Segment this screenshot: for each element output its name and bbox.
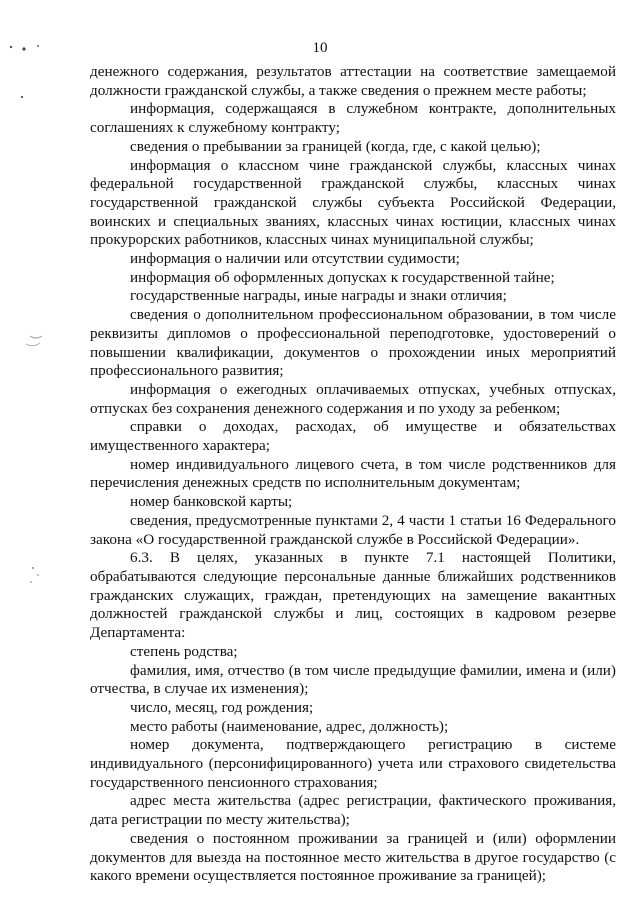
paragraph: степень родства;	[130, 642, 238, 660]
paragraph: сведения о пребывании за границей (когда, где, с какой целью);	[130, 137, 541, 155]
paragraph: фамилия, имя, отчество (в том числе предыдущие фамилии, имена и (или) отчества, в случае их изменения);	[90, 661, 616, 698]
scan-artifacts	[0, 0, 90, 905]
paragraph: информация об оформленных допусках к государственной тайне;	[130, 268, 555, 286]
document-body	[90, 63, 616, 886]
paragraph: номер индивидуального лицевого счета, в том числе родственников для перечисления денежных средств по исполнительным документам;	[90, 455, 616, 492]
paragraph: место работы (наименование, адрес, должность);	[130, 717, 449, 735]
paragraph: номер документа, подтверждающего регистрацию в системе индивидуального (персонифицированного) учета или страхового свидетельства государственного пенсионного страхования;	[90, 736, 616, 791]
paragraph: сведения, предусмотренные пунктами 2, 4 части 1 статьи 16 Федерального закона «О государственной гражданской службе в Российской Федерации».	[90, 511, 616, 548]
paragraph: денежного содержания, результатов аттестации на соответствие замещаемой должности гражданской службы, а также сведения о прежнем месте работы;	[90, 63, 616, 99]
paragraph: справки о доходах, расходах, об имуществе и обязательствах имущественного характера;	[90, 418, 616, 455]
paragraph: информация о классном чине гражданской службы, классных чинах федеральной государственной гражданской службы, классных чинах государственной гражданской службы субъекта Российской Федерации, воинских и специальных званиях, классных чинах юстиции, классных чинах прокурорских работников, классных чинах муниципальной службы;	[90, 156, 616, 249]
section-paragraph: 6.3. В целях, указанных в пункте 7.1 настоящей Политики, обрабатываются следующие персональные данные ближайших родственников гражданских служащих, граждан, претендующих на замещение вакантных должностей гражданской службы и лиц, состоящих в кадровом резерве Департамента:	[90, 549, 616, 642]
paragraph: государственные награды, иные награды и знаки отличия;	[130, 287, 507, 305]
paragraph: адрес места жительства (адрес регистрации, фактического проживания, дата регистрации по месту жительства);	[90, 792, 616, 829]
paragraph: сведения о дополнительном профессиональном образовании, в том числе реквизиты дипломов о профессиональной переподготовке, удостоверений о повышении квалификации, документов о прохождении иных мероприятий профессионального развития;	[90, 306, 616, 380]
paragraph: номер банковской карты;	[130, 493, 293, 511]
paragraph: информация, содержащаяся в служебном контракте, дополнительных соглашениях к служебному контракту;	[90, 100, 616, 137]
page-number: 10	[312, 40, 328, 56]
paragraph: информация о наличии или отсутствии судимости;	[130, 250, 460, 268]
paragraph: число, месяц, год рождения;	[130, 698, 314, 716]
paragraph: информация о ежегодных оплачиваемых отпусках, учебных отпусках, отпусках без сохранения денежного содержания и по уходу за ребенком;	[90, 380, 616, 417]
paragraph: сведения о постоянном проживании за границей и (или) оформлении документов для выезда на постоянное место жительства в другое государство (с какого времени осуществляется постоянное проживание за границей);	[90, 829, 616, 885]
